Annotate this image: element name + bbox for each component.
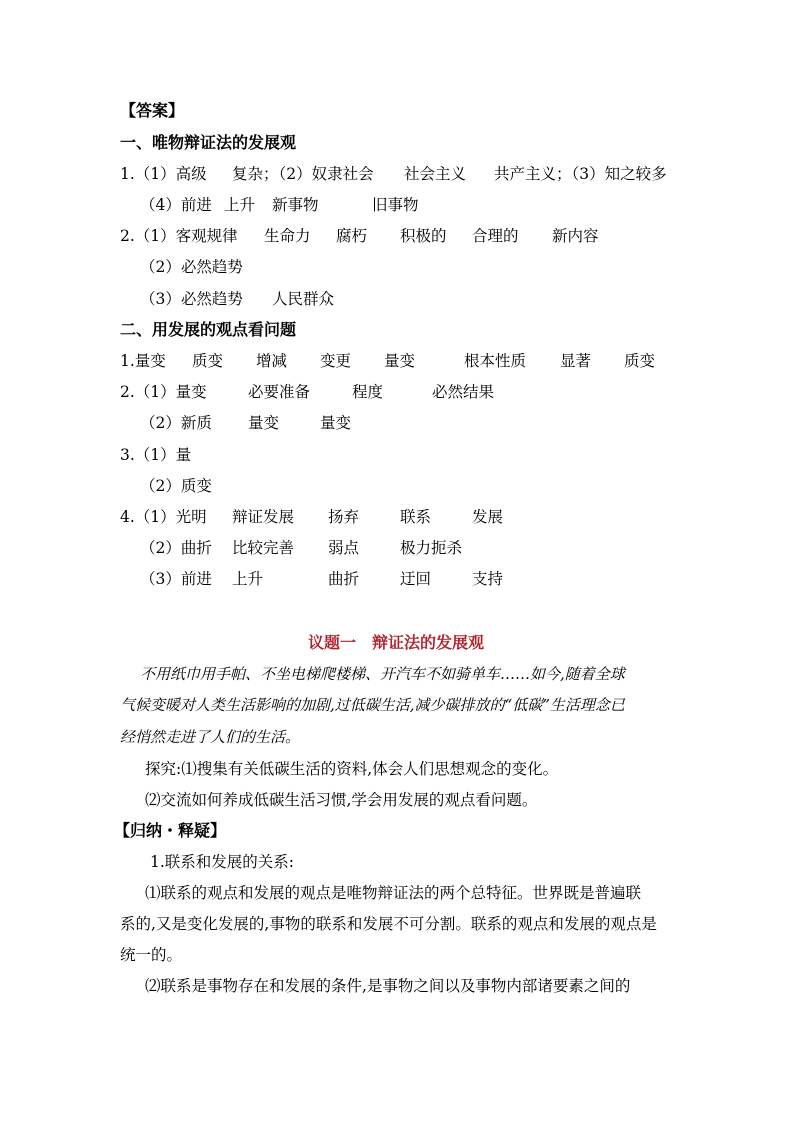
answer-segment: 人民群众 <box>272 290 335 308</box>
section2-item2b <box>140 413 380 433</box>
section1-item2 <box>120 226 620 246</box>
answer-segment: 支持 <box>472 570 504 588</box>
answer-segment: 极力扼杀 <box>400 539 463 557</box>
section1-item2b: （2）必然趋势 <box>140 258 243 276</box>
summary-para1-line-1: ⑴联系的观点和发展的观点是唯物辩证法的两个总特征。世界既是普遍联 <box>145 884 642 902</box>
answer-segment: 1.（1）高级 <box>120 165 207 183</box>
section1-item1b <box>140 195 440 215</box>
answer-segment: 生命力 <box>264 227 311 245</box>
answer-segment: 积极的 <box>400 227 447 245</box>
section2-item4b <box>140 538 480 558</box>
answer-segment: 旧事物 <box>372 196 419 214</box>
answer-segment: （4）前进 <box>140 196 212 214</box>
section2-heading: 二、用发展的观点看问题 <box>120 320 297 339</box>
topic-intro-line-1: 不用纸巾用手帕、不坐电梯爬楼梯、开汽车不如骑单车……如今,随着全球 <box>140 665 625 683</box>
answer-segment: 联系 <box>400 508 432 526</box>
summary-para1-line-3: 统一的。 <box>120 946 183 964</box>
answer-segment: 曲折 <box>328 570 360 588</box>
section2-item3b: （2）质变 <box>140 477 212 495</box>
answer-segment: 辩证发展 <box>232 508 295 526</box>
explore-question-1: 探究:⑴搜集有关低碳生活的资料,体会人们思想观念的变化。 <box>145 760 559 778</box>
answer-segment: 变更 <box>320 352 352 370</box>
answer-segment: 量变 <box>320 414 352 432</box>
section2-item4 <box>120 507 540 527</box>
topic-intro-line-3: 经悄然走进了人们的生活。 <box>120 728 301 746</box>
answer-segment: 显著 <box>560 352 592 370</box>
section2-item1 <box>120 351 680 371</box>
answer-segment: 社会主义 <box>404 165 467 183</box>
section2-item3: 3.（1）量 <box>120 446 192 464</box>
answer-segment: 复杂；（2）奴隶社会 <box>232 165 374 183</box>
answer-segment: 增减 <box>256 352 288 370</box>
answer-segment: 迂回 <box>400 570 432 588</box>
answer-segment: 2.（1）客观规律 <box>120 227 238 245</box>
answer-segment: 4.（1）光明 <box>120 508 207 526</box>
answer-segment: 共产主义；（3）知之较多 <box>494 165 667 183</box>
section1-item2c <box>140 289 400 309</box>
answer-segment: （3）前进 <box>140 570 212 588</box>
section1-heading: 一、唯物辩证法的发展观 <box>120 133 297 152</box>
summary-point-1: 1.联系和发展的关系: <box>150 853 295 871</box>
answer-segment: 弱点 <box>328 539 360 557</box>
answer-segment: 必然结果 <box>432 383 495 401</box>
answer-segment: （2）曲折 <box>140 539 212 557</box>
answer-segment: 根本性质 <box>464 352 527 370</box>
answer-segment: 量变 <box>384 352 416 370</box>
answer-segment: 必要准备 <box>248 383 311 401</box>
answer-segment: 扬弃 <box>328 508 360 526</box>
answer-title: 【答案】 <box>120 101 185 120</box>
answer-segment: 合理的 <box>472 227 519 245</box>
answer-segment: 程度 <box>352 383 384 401</box>
answer-segment: 新内容 <box>552 227 599 245</box>
answer-segment: 比较完善 <box>232 539 295 557</box>
topic-intro-line-2: 气候变暖对人类生活影响的加剧,过低碳生活,减少碳排放的“低碳”生活理念已 <box>120 696 625 714</box>
answer-segment: 上升 <box>224 196 256 214</box>
answer-segment: （3）必然趋势 <box>140 290 243 308</box>
answer-segment: 2.（1）量变 <box>120 383 207 401</box>
topic-title: 议题一 辩证法的发展观 <box>308 633 485 652</box>
answer-segment: 质变 <box>624 352 656 370</box>
answer-segment: 腐朽 <box>336 227 368 245</box>
section2-item2 <box>120 382 540 402</box>
answer-segment: 发展 <box>472 508 504 526</box>
answer-segment: 质变 <box>192 352 224 370</box>
answer-segment: 上升 <box>232 570 264 588</box>
summary-para2-line-1: ⑵联系是事物存在和发展的条件,是事物之间以及事物内部诸要素之间的 <box>145 977 631 995</box>
answer-segment: 新事物 <box>272 196 319 214</box>
answer-segment: 量变 <box>248 414 280 432</box>
section2-item4c <box>140 569 520 589</box>
answer-segment: （2）新质 <box>140 414 212 432</box>
summary-para1-line-2: 系的,又是变化发展的,事物的联系和发展不可分割。联系的观点和发展的观点是 <box>120 915 657 933</box>
explore-question-2: ⑵交流如何养成低碳生活习惯,学会用发展的观点看问题。 <box>145 791 538 809</box>
summary-title: 【归纳・释疑】 <box>114 821 227 840</box>
answer-segment: 1.量变 <box>120 352 166 370</box>
section1-item1 <box>120 164 680 184</box>
